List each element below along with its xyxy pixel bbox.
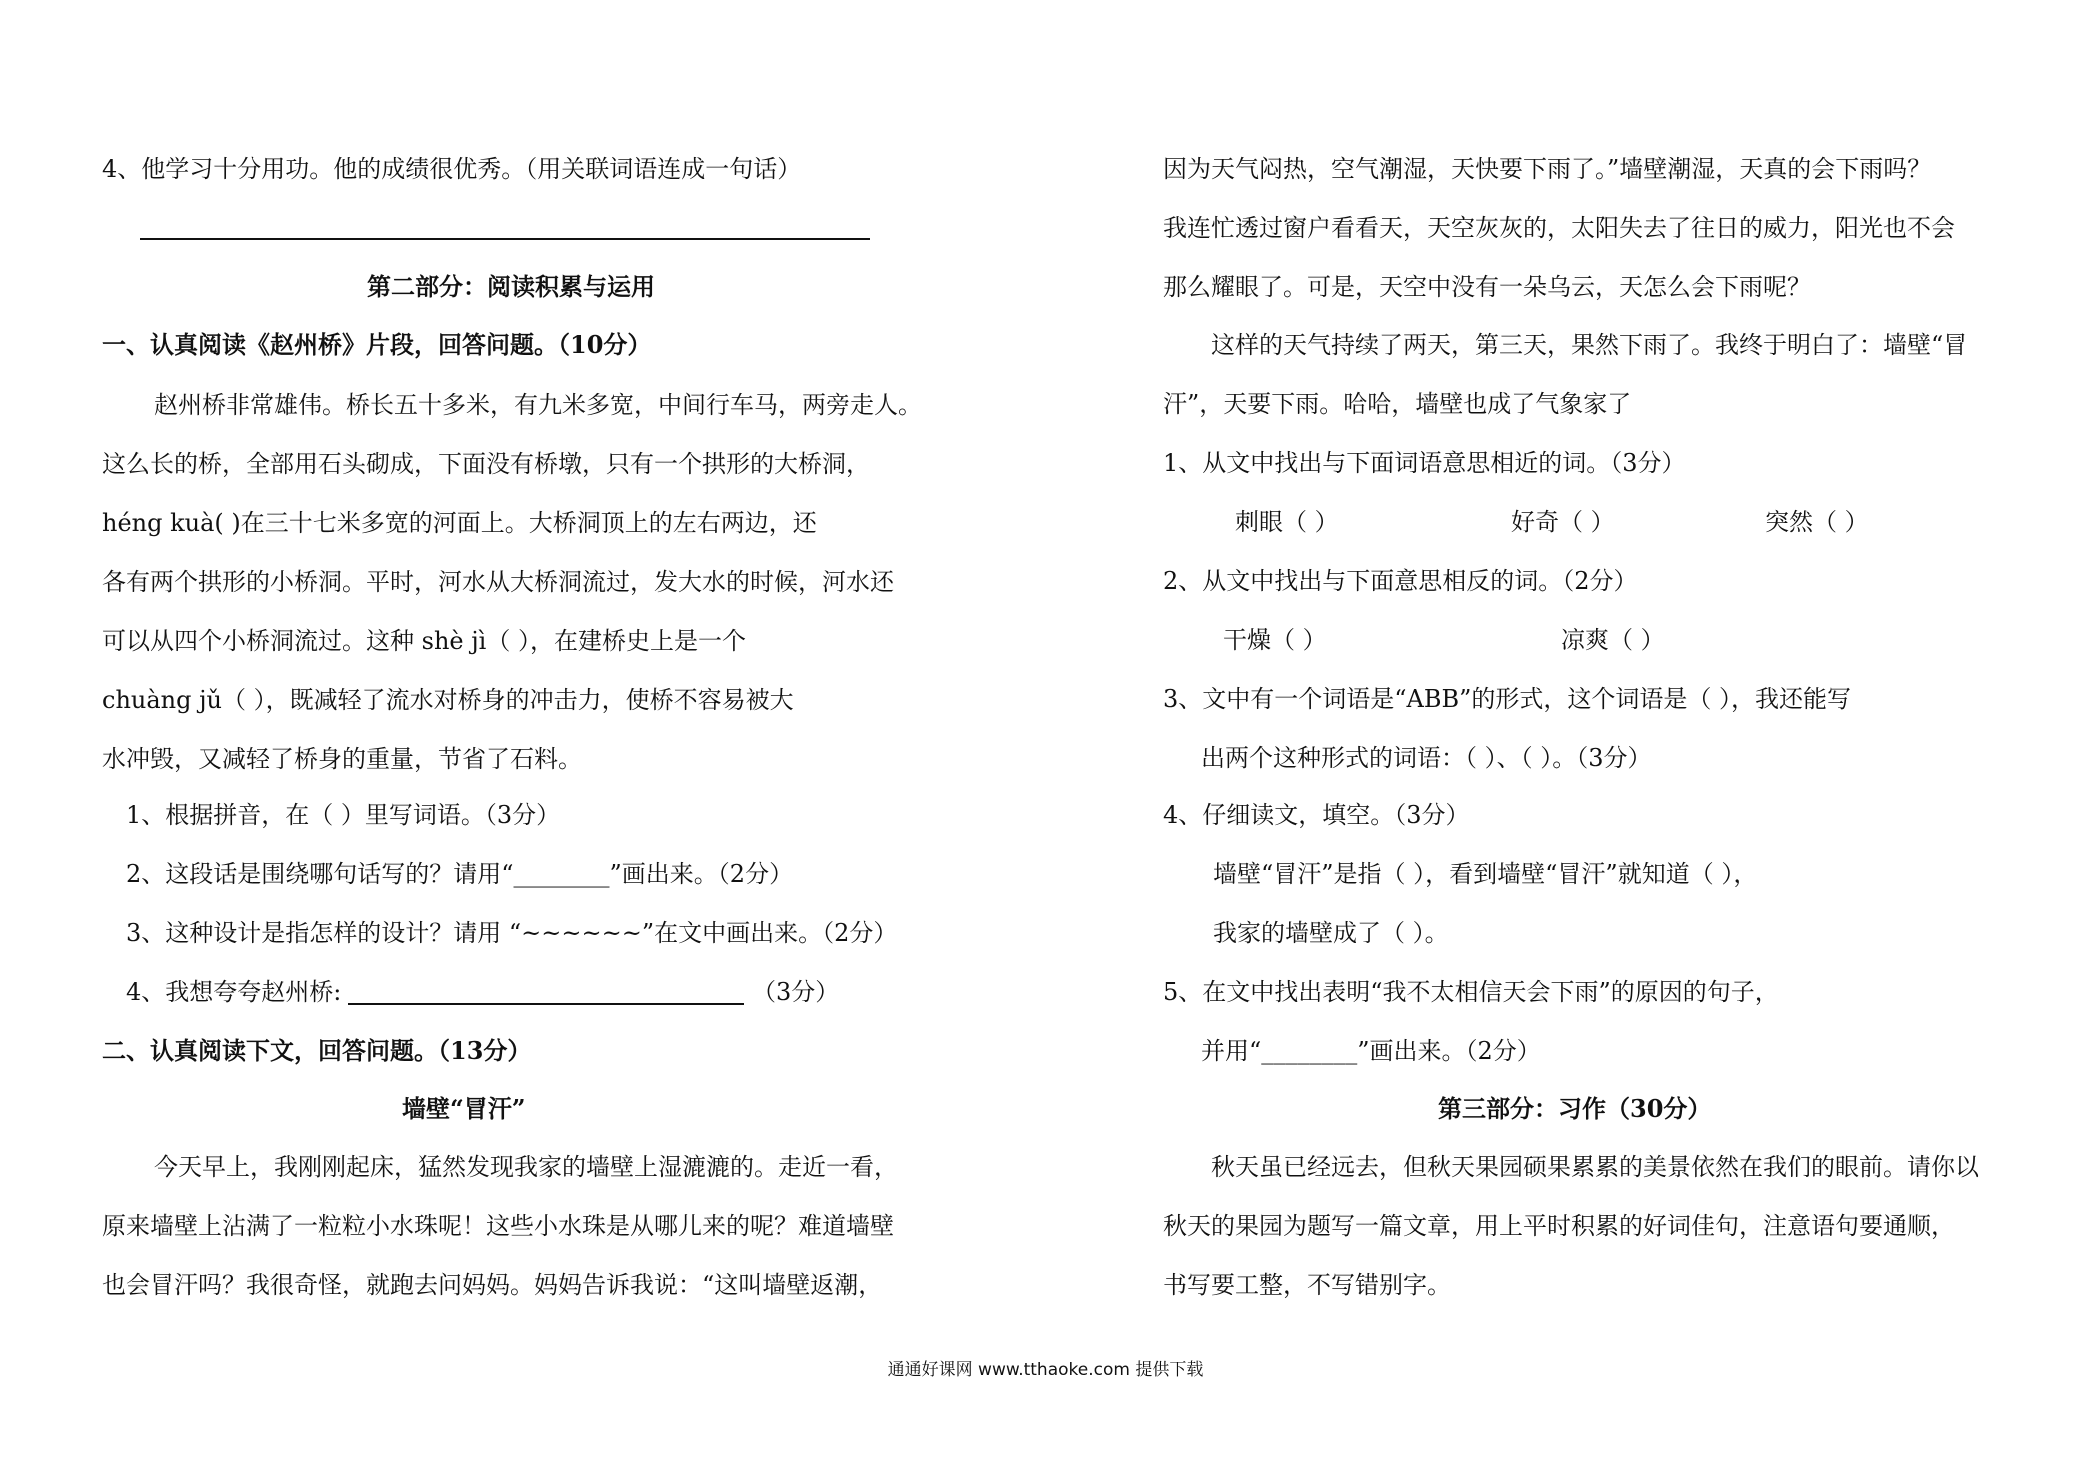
answer-line <box>348 1003 744 1005</box>
section1-question-4-score: （3分） <box>752 978 840 1006</box>
writing-prompt-line: 秋天的果园为题写一篇文章，用上平时积累的好词佳句，注意语句要通顺， <box>1163 1212 1955 1240</box>
question-3: 3、文中有一个词语是“ABB”的形式，这个词语是（ ），我还能写 <box>1163 685 1852 713</box>
part2-title: 第二部分：阅读积累与运用 <box>367 272 655 301</box>
section2-title: 二、认真阅读下文，回答问题。（13分） <box>102 1036 532 1065</box>
article-title: 墙壁“冒汗” <box>402 1094 526 1123</box>
passage1-line: 赵州桥非常雄伟。桥长五十多米，有九米多宽，中间行车马，两旁走人。 <box>154 391 922 419</box>
writing-prompt-line: 书写要工整，不写错别字。 <box>1163 1271 1451 1299</box>
question-5-cont: 并用“________”画出来。（2分） <box>1201 1037 1541 1065</box>
question-4-blank: 墙壁“冒汗”是指（ ），看到墙壁“冒汗”就知道（ ）， <box>1213 860 1758 888</box>
passage2-line: 那么耀眼了。可是，天空中没有一朵乌云，天怎么会下雨呢？ <box>1163 273 1811 301</box>
section1-question-1: 1、根据拼音，在（ ）里写词语。（3分） <box>126 801 561 829</box>
section1-question-4: 4、我想夸夸赵州桥: <box>126 978 342 1006</box>
passage2-line: 原来墙壁上沾满了一粒粒小水珠呢！这些小水珠是从哪儿来的呢？难道墙壁 <box>102 1212 894 1240</box>
passage2-line: 因为天气闷热，空气潮湿，天快要下雨了。”墙壁潮湿，天真的会下雨吗？ <box>1163 155 1932 183</box>
question-2-item: 干燥（ ） <box>1223 626 1327 654</box>
passage1-line: chuàng jǔ（ ），既减轻了流水对桥身的冲击力，使桥不容易被大 <box>102 686 794 714</box>
passage2-line: 我连忙透过窗户看看天，天空灰灰的，太阳失去了往日的威力，阳光也不会 <box>1163 214 1955 242</box>
section1-title: 一、认真阅读《赵州桥》片段，回答问题。（10分） <box>102 330 652 359</box>
passage1-line: héng kuà( )在三十七米多宽的河面上。大桥洞顶上的左右两边，还 <box>102 509 817 537</box>
passage1-line: 各有两个拱形的小桥洞。平时，河水从大桥洞流过，发大水的时候，河水还 <box>102 568 894 596</box>
passage1-line: 水冲毁，又减轻了桥身的重量，节省了石料。 <box>102 745 582 773</box>
section1-question-2: 2、这段话是围绕哪句话写的？请用“________”画出来。（2分） <box>126 860 794 888</box>
writing-prompt-line: 秋天虽已经远去，但秋天果园硕果累累的美景依然在我们的眼前。请你以 <box>1211 1153 1979 1181</box>
question-4-sentence: 4、他学习十分用功。他的成绩很优秀。（用关联词语连成一句话） <box>102 155 802 183</box>
question-1-item: 突然（ ） <box>1765 508 1869 536</box>
passage2-line: 汗”，天要下雨。哈哈，墙壁也成了气象家了 <box>1163 390 1632 418</box>
passage2-line: 今天早上，我刚刚起床，猛然发现我家的墙壁上湿漉漉的。走近一看， <box>154 1153 898 1181</box>
answer-line <box>140 238 870 240</box>
part3-title: 第三部分：习作（30分） <box>1438 1094 1712 1123</box>
footer: 通通好课网 www.tthaoke.com 提供下载 <box>887 1360 1204 1380</box>
passage1-line: 可以从四个小桥洞流过。这种 shè jì（ ），在建桥史上是一个 <box>102 627 746 655</box>
passage1-line: 这么长的桥，全部用石头砌成，下面没有桥墩，只有一个拱形的大桥洞， <box>102 450 870 478</box>
section1-question-3: 3、这种设计是指怎样的设计？请用 “~~~~~~”在文中画出来。（2分） <box>126 919 898 947</box>
question-4-blank: 我家的墙壁成了（ ）。 <box>1213 919 1449 947</box>
question-5: 5、在文中找出表明“我不太相信天会下雨”的原因的句子， <box>1163 978 1779 1006</box>
question-2-item: 凉爽（ ） <box>1561 626 1665 654</box>
question-2: 2、从文中找出与下面意思相反的词。（2分） <box>1163 567 1638 595</box>
passage2-line: 这样的天气持续了两天，第三天，果然下雨了。我终于明白了：墙壁“冒 <box>1211 331 1968 359</box>
question-1: 1、从文中找出与下面词语意思相近的词。（3分） <box>1163 449 1686 477</box>
question-4: 4、仔细读文，填空。（3分） <box>1163 801 1470 829</box>
question-1-item: 刺眼（ ） <box>1235 508 1339 536</box>
question-1-item: 好奇（ ） <box>1511 508 1615 536</box>
question-3-cont: 出两个这种形式的词语：（ ）、（ ）。（3分） <box>1201 744 1652 772</box>
passage2-line: 也会冒汗吗？我很奇怪，就跑去问妈妈。妈妈告诉我说：“这叫墙壁返潮， <box>102 1271 883 1299</box>
